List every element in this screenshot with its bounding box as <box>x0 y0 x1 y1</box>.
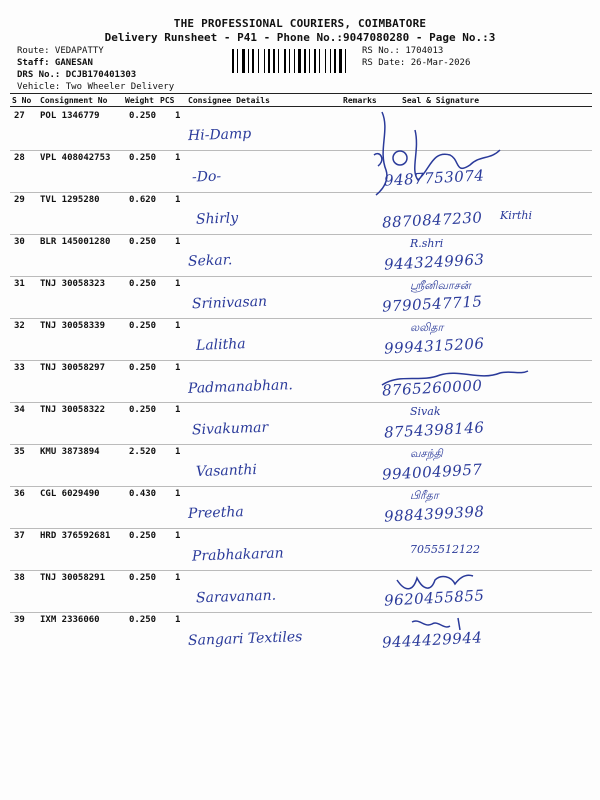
row-phone: 9443249963 <box>383 250 485 274</box>
row-consignment-no: BLR 145001280 <box>40 237 111 247</box>
col-sno: S No <box>12 96 32 105</box>
row-divider <box>10 234 592 235</box>
row-divider <box>10 402 592 403</box>
row-phone: 9884399398 <box>383 502 485 526</box>
row-weight: 0.620 <box>129 195 157 205</box>
row-weight: 0.250 <box>129 279 157 289</box>
row-sno: 37 <box>14 531 25 541</box>
row-phone: 9994315206 <box>383 334 485 358</box>
drs-label: DRS No.: DCJB170401303 <box>17 70 137 80</box>
row-divider <box>10 612 592 613</box>
row-consignee-name: Lalitha <box>195 336 246 354</box>
row-weight: 0.250 <box>129 153 157 163</box>
row-consignment-no: TNJ 30058291 <box>40 573 106 583</box>
row-weight: 0.250 <box>129 531 157 541</box>
row-pcs: 1 <box>175 321 181 331</box>
table-header-rule <box>10 106 592 107</box>
row-phone: 9790547715 <box>381 292 483 316</box>
row-weight: 0.250 <box>129 573 157 583</box>
row-sno: 29 <box>14 195 25 205</box>
row-divider <box>10 528 592 529</box>
row-pcs: 1 <box>175 447 181 457</box>
row-consignee-name: Preetha <box>187 504 244 522</box>
row-consignee-name: Saravanan. <box>195 587 277 607</box>
runsheet-subtitle: Delivery Runsheet - P41 - Phone No.:9047080280 - Page No.:3 <box>104 31 496 44</box>
row-signature-mark: Sivak <box>410 405 441 418</box>
row-consignment-no: TVL 1295280 <box>40 195 100 205</box>
row-pcs: 1 <box>175 363 181 373</box>
row-signature-mark: வசந்தி <box>410 447 443 460</box>
row-consignee-name: Sangari Textiles <box>187 629 303 649</box>
barcode <box>232 49 358 73</box>
signature-scribble-38 <box>395 570 475 594</box>
col-weight: Weight <box>125 96 154 105</box>
row-pcs: 1 <box>175 279 181 289</box>
row-sno: 33 <box>14 363 25 373</box>
row-weight: 0.250 <box>129 405 157 415</box>
row-consignee-name: Sekar. <box>187 252 233 270</box>
row-weight: 0.250 <box>129 363 157 373</box>
row-pcs: 1 <box>175 531 181 541</box>
row-signature-mark: R.shri <box>410 237 444 250</box>
row-pcs: 1 <box>175 195 181 205</box>
col-seal-signature: Seal & Signature <box>402 96 480 105</box>
row-phone: 9620455855 <box>383 586 485 610</box>
row-consignee-name: Padmanabhan. <box>187 377 294 397</box>
row-phone: 8765260000 <box>381 376 483 400</box>
row-weight: 0.430 <box>129 489 157 499</box>
row-sno: 39 <box>14 615 25 625</box>
row-phone: 8754398146 <box>383 418 485 442</box>
row-consignee-name: Shirly <box>195 210 239 228</box>
row-sno: 38 <box>14 573 25 583</box>
signature-scribble-39 <box>410 616 470 636</box>
row-divider <box>10 360 592 361</box>
row-consignment-no: TNJ 30058297 <box>40 363 106 373</box>
vehicle-label: Vehicle: Two Wheeler Delivery <box>17 82 175 92</box>
row-phone: 9444429944 <box>381 628 483 652</box>
row-consignee-name: Prabhakaran <box>191 545 284 565</box>
rs-date: RS Date: 26-Mar-2026 <box>362 58 471 68</box>
row-pcs: 1 <box>175 489 181 499</box>
table-top-rule <box>10 93 592 94</box>
row-consignment-no: CGL 6029490 <box>40 489 100 499</box>
row-pcs: 1 <box>175 573 181 583</box>
row-signature-mark: 7055512122 <box>410 543 480 556</box>
signature-scribble-33 <box>380 365 530 395</box>
row-consignment-no: POL 1346779 <box>40 111 100 121</box>
row-consignment-no: HRD 376592681 <box>40 531 111 541</box>
row-divider <box>10 486 592 487</box>
route-label: Route: VEDAPATTY <box>17 46 104 56</box>
row-phone: 9940049957 <box>381 460 483 484</box>
row-signature-mark: பிரீதா <box>410 489 439 502</box>
row-weight: 0.250 <box>129 237 157 247</box>
row-consignment-no: TNJ 30058322 <box>40 405 106 415</box>
row-pcs: 1 <box>175 237 181 247</box>
row-weight: 2.520 <box>129 447 157 457</box>
row-consignment-no: TNJ 30058339 <box>40 321 106 331</box>
staff-label: Staff: GANESAN <box>17 58 93 68</box>
row-signature-mark: ஸ்ரீனிவாசன் <box>410 279 471 292</box>
row-sno: 30 <box>14 237 25 247</box>
row-sno: 36 <box>14 489 25 499</box>
row-pcs: 1 <box>175 153 181 163</box>
row-signature-mark: லலிதா <box>410 321 444 334</box>
col-consignment: Consignment No <box>40 96 108 105</box>
row-sno: 35 <box>14 447 25 457</box>
row-phone: 8870847230 <box>381 208 483 232</box>
row-phone: 9487753074 <box>383 166 485 190</box>
row-consignee-name: Hi-Damp <box>187 125 252 145</box>
row-sno: 31 <box>14 279 25 289</box>
row-consignment-no: IXM 2336060 <box>40 615 100 625</box>
row-consignee-name: Vasanthi <box>195 461 258 481</box>
row-signature-mark: Kirthi <box>500 209 533 222</box>
row-divider <box>10 570 592 571</box>
col-pcs: PCS <box>160 96 175 105</box>
row-sno: 28 <box>14 153 25 163</box>
row-pcs: 1 <box>175 615 181 625</box>
row-consignment-no: KMU 3873894 <box>40 447 100 457</box>
row-weight: 0.250 <box>129 111 157 121</box>
row-pcs: 1 <box>175 405 181 415</box>
row-consignment-no: TNJ 30058323 <box>40 279 106 289</box>
row-consignee-name: Srinivasan <box>191 293 268 313</box>
row-sno: 27 <box>14 111 25 121</box>
row-consignee-name: Sivakumar <box>191 419 269 439</box>
row-divider <box>10 318 592 319</box>
row-divider <box>10 444 592 445</box>
col-consignee-details: Consignee Details <box>188 96 270 105</box>
row-sno: 32 <box>14 321 25 331</box>
row-consignee-name: -Do- <box>191 168 222 186</box>
col-remarks: Remarks <box>343 96 377 105</box>
rs-number: RS No.: 1704013 <box>362 46 444 56</box>
row-consignment-no: VPL 408042753 <box>40 153 111 163</box>
company-title: THE PROFESSIONAL COURIERS, COIMBATORE <box>173 17 427 30</box>
signature-scribble <box>360 110 570 200</box>
row-divider <box>10 276 592 277</box>
row-sno: 34 <box>14 405 25 415</box>
row-weight: 0.250 <box>129 321 157 331</box>
row-pcs: 1 <box>175 111 181 121</box>
row-weight: 0.250 <box>129 615 157 625</box>
